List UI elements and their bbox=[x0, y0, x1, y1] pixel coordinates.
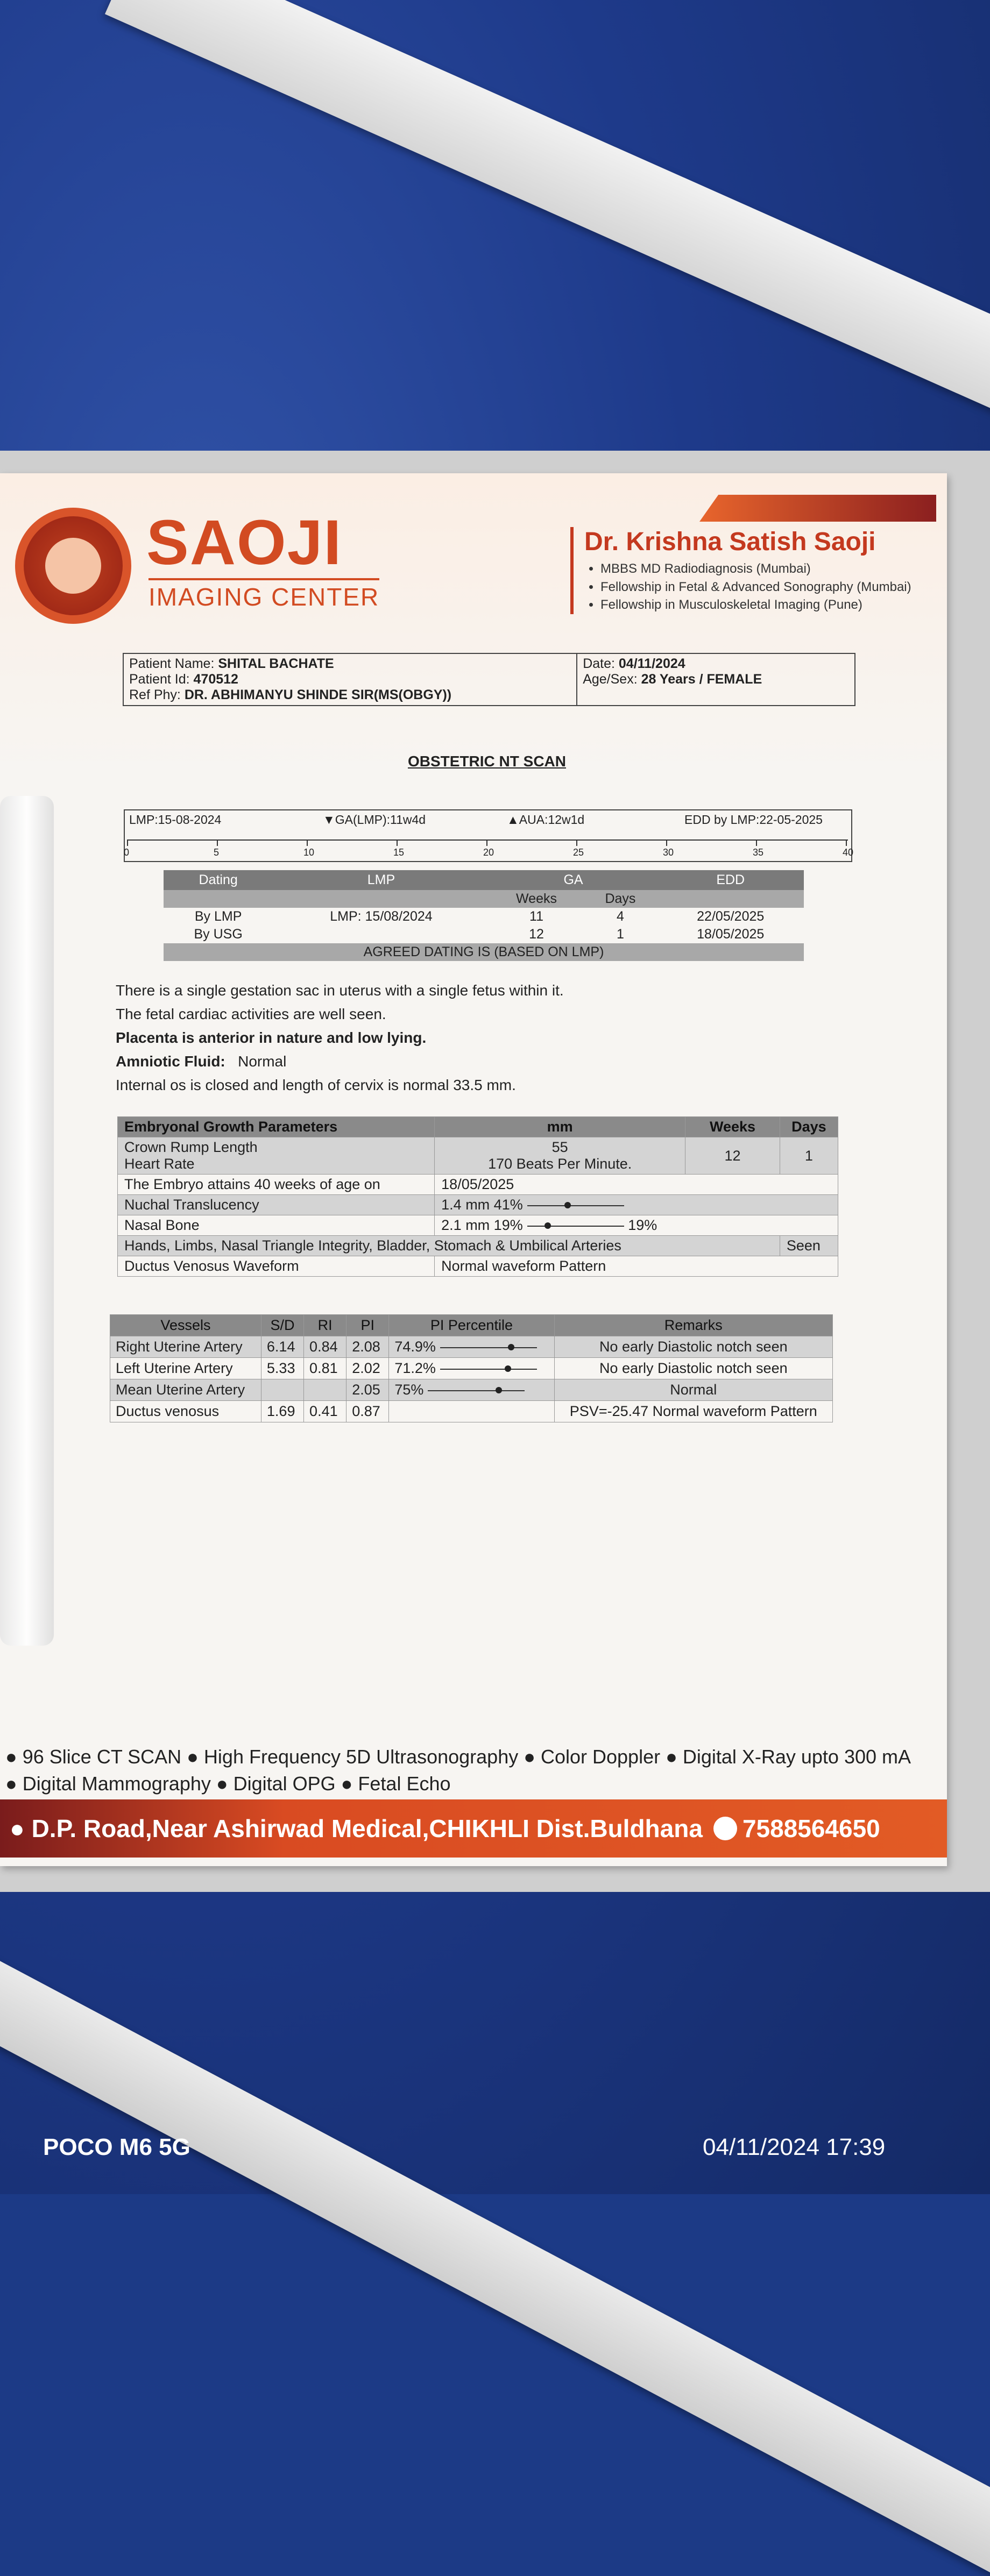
device-watermark: POCO M6 5G bbox=[43, 2134, 190, 2160]
qualification: • Fellowship in Fetal & Advanced Sonography (Mumbai) bbox=[600, 578, 911, 596]
dating-row-lmp: LMP: 15/08/2024 bbox=[330, 909, 433, 924]
qualifications-list bbox=[584, 560, 911, 614]
vessel-pi: 2.02 bbox=[346, 1358, 389, 1379]
report-page bbox=[0, 473, 947, 1866]
edd-header: EDD bbox=[657, 870, 804, 890]
timeline-tick-label: 0 bbox=[124, 847, 130, 858]
pi-header: PI bbox=[346, 1315, 389, 1336]
nt-percentile-bar bbox=[527, 1202, 624, 1209]
dating-row-edd: 18/05/2025 bbox=[697, 927, 765, 942]
days-header: Days bbox=[780, 1117, 838, 1137]
services-line: ● 96 Slice CT SCAN ● High Frequency 5D Ultrasonography ● Color Doppler ● Digital X-Ray upto 300 mA bbox=[5, 1746, 911, 1768]
nb-value bbox=[435, 1215, 838, 1236]
timeline-tick-label: 20 bbox=[483, 847, 494, 858]
vessel-percentile-bar bbox=[440, 1365, 537, 1373]
vessel-percentile bbox=[389, 1379, 554, 1401]
mm-header: mm bbox=[435, 1117, 685, 1137]
timeline-ga: ▼GA(LMP):11w4d bbox=[323, 813, 426, 827]
vessel-remark: PSV=-25.47 Normal waveform Pattern bbox=[554, 1401, 832, 1422]
vessel-pi: 0.87 bbox=[346, 1401, 389, 1422]
footer-bar bbox=[0, 1799, 947, 1858]
amniotic-fluid-value: Normal bbox=[238, 1053, 287, 1070]
patient-id-label: Patient Id: bbox=[129, 672, 190, 687]
doctor-info bbox=[570, 527, 911, 614]
address: D.P. Road,Near Ashirwad Medical,CHIKHLI Dist.Buldhana bbox=[31, 1814, 703, 1842]
ri-header: RI bbox=[304, 1315, 346, 1336]
timeline-tick-label: 40 bbox=[843, 847, 854, 858]
hands-label: Hands, Limbs, Nasal Triangle Integrity, Bladder, Stomach & Umbilical Arteries bbox=[118, 1236, 780, 1256]
vessel-row bbox=[110, 1358, 833, 1379]
ref-phy-label: Ref Phy: bbox=[129, 687, 181, 702]
dating-row-lmp bbox=[273, 926, 489, 943]
vessel-row bbox=[110, 1336, 833, 1358]
phone-icon bbox=[713, 1817, 737, 1840]
vessel-percentile-bar bbox=[428, 1387, 525, 1394]
crl-mm: 55 bbox=[551, 1139, 568, 1155]
nb-value-text: 2.1 mm 19% bbox=[441, 1217, 523, 1233]
timeline-tick bbox=[756, 839, 757, 846]
vessel-ri bbox=[304, 1379, 346, 1401]
qualification: • Fellowship in Musculoskeletal Imaging (Pune) bbox=[600, 596, 911, 614]
ref-phy: DR. ABHIMANYU SHINDE SIR(MS(OBGY)) bbox=[184, 687, 452, 702]
dv-label: Ductus Venosus Waveform bbox=[118, 1256, 435, 1277]
logo-icon bbox=[15, 508, 131, 624]
vessel-pct-text: 75% bbox=[394, 1382, 424, 1398]
age-sex: 28 Years / FEMALE bbox=[641, 672, 762, 687]
timeline-tick bbox=[666, 839, 667, 846]
amniotic-fluid-label: Amniotic Fluid: bbox=[116, 1053, 225, 1070]
timeline-tick bbox=[127, 839, 128, 846]
vessel-pct-text: 74.9% bbox=[394, 1339, 436, 1355]
vessel-remark: No early Diastolic notch seen bbox=[554, 1336, 832, 1358]
heart-rate-value: 170 Beats Per Minute. bbox=[488, 1156, 632, 1172]
vessel-row bbox=[110, 1401, 833, 1422]
finding-line: Internal os is closed and length of cervix is normal 33.5 mm. bbox=[116, 1077, 516, 1093]
crl-value bbox=[435, 1137, 685, 1175]
logo-subtitle: IMAGING CENTER bbox=[148, 578, 379, 611]
nt-value bbox=[435, 1195, 838, 1215]
date-label: Date: bbox=[583, 656, 615, 671]
age40-value: 18/05/2025 bbox=[435, 1175, 838, 1195]
pi-percentile-header: PI Percentile bbox=[389, 1315, 554, 1336]
patient-id: 470512 bbox=[193, 672, 238, 687]
datetime-watermark: 04/11/2024 17:39 bbox=[703, 2134, 886, 2160]
finding-line: Placenta is anterior in nature and low lying. bbox=[116, 1029, 427, 1046]
vessel-remark: Normal bbox=[554, 1379, 832, 1401]
dating-row-edd: 22/05/2025 bbox=[697, 909, 765, 924]
doctor-name: Dr. Krishna Satish Saoji bbox=[584, 528, 876, 556]
dating-row-days: 4 bbox=[616, 909, 624, 924]
growth-header: Embryonal Growth Parameters bbox=[118, 1117, 435, 1137]
remarks-header: Remarks bbox=[554, 1315, 832, 1336]
dating-row-weeks: 11 bbox=[529, 909, 543, 924]
finding-line: There is a single gestation sac in uterus with a single fetus within it. bbox=[116, 982, 564, 999]
vessel-sd: 6.14 bbox=[261, 1336, 303, 1358]
vessel-name: Ductus venosus bbox=[110, 1401, 261, 1422]
agreed-dating: AGREED DATING IS (BASED ON LMP) bbox=[164, 943, 804, 961]
services-line: ● Digital Mammography ● Digital OPG ● Fetal Echo bbox=[5, 1773, 451, 1795]
vessel-pi: 2.05 bbox=[346, 1379, 389, 1401]
timeline-tick bbox=[397, 839, 398, 846]
vessel-percentile bbox=[389, 1358, 554, 1379]
nb-extra: 19% bbox=[628, 1217, 657, 1233]
vessel-ri: 0.41 bbox=[304, 1401, 346, 1422]
findings bbox=[116, 979, 869, 1097]
timeline-tick-label: 30 bbox=[663, 847, 674, 858]
report-title: OBSTETRIC NT SCAN bbox=[408, 753, 566, 770]
patient-info-table bbox=[123, 653, 855, 706]
vessel-percentile bbox=[389, 1336, 554, 1358]
binder-clip bbox=[0, 796, 54, 1646]
weeks-header: Weeks bbox=[490, 890, 584, 908]
lmp-header: LMP bbox=[273, 870, 489, 890]
qualification: • MBBS MD Radiodiagnosis (Mumbai) bbox=[600, 560, 911, 578]
hands-value: Seen bbox=[780, 1236, 838, 1256]
vessel-sd bbox=[261, 1379, 303, 1401]
ga-header: GA bbox=[490, 870, 657, 890]
dating-row-days: 1 bbox=[616, 927, 624, 942]
growth-parameters-table bbox=[117, 1116, 838, 1277]
timeline-aua-text: AUA:12w1d bbox=[519, 813, 585, 827]
vessel-ri: 0.81 bbox=[304, 1358, 346, 1379]
age40-label: The Embryo attains 40 weeks of age on bbox=[118, 1175, 435, 1195]
timeline-aua: ▲AUA:12w1d bbox=[507, 813, 585, 827]
amniotic-fluid bbox=[116, 1050, 869, 1073]
sd-header: S/D bbox=[261, 1315, 303, 1336]
timeline-tick bbox=[307, 839, 308, 846]
timeline-axis bbox=[127, 839, 848, 841]
vessel-ri: 0.84 bbox=[304, 1336, 346, 1358]
dv-value: Normal waveform Pattern bbox=[435, 1256, 838, 1277]
dating-row-weeks: 12 bbox=[529, 927, 544, 942]
patient-name: SHITAL BACHATE bbox=[218, 656, 334, 671]
timeline-tick bbox=[846, 839, 847, 846]
crl-weeks: 12 bbox=[685, 1137, 780, 1175]
timeline-tick bbox=[486, 839, 487, 846]
vessel-remark: No early Diastolic notch seen bbox=[554, 1358, 832, 1379]
timeline-tick-label: 5 bbox=[214, 847, 220, 858]
nb-label: Nasal Bone bbox=[118, 1215, 435, 1236]
dating-table bbox=[164, 870, 804, 961]
nt-label: Nuchal Translucency bbox=[118, 1195, 435, 1215]
age-sex-label: Age/Sex: bbox=[583, 672, 638, 687]
timeline-tick bbox=[576, 839, 577, 846]
timeline-tick-label: 15 bbox=[393, 847, 405, 858]
vessel-sd: 1.69 bbox=[261, 1401, 303, 1422]
vessel-name: Right Uterine Artery bbox=[110, 1336, 261, 1358]
heart-rate-label: Heart Rate bbox=[124, 1156, 195, 1172]
timeline-tick bbox=[217, 839, 218, 846]
vessel-pct-text: 71.2% bbox=[394, 1360, 436, 1376]
timeline-tick-label: 25 bbox=[573, 847, 584, 858]
vessels-table bbox=[110, 1314, 833, 1422]
patient-name-label: Patient Name: bbox=[129, 656, 215, 671]
vessel-name: Left Uterine Artery bbox=[110, 1358, 261, 1379]
timeline-ga-text: GA(LMP):11w4d bbox=[335, 813, 426, 827]
vessel-name: Mean Uterine Artery bbox=[110, 1379, 261, 1401]
nt-value-text: 1.4 mm 41% bbox=[441, 1197, 523, 1213]
location-icon: ● bbox=[10, 1814, 25, 1842]
vessels-header: Vessels bbox=[110, 1315, 261, 1336]
timeline-lmp: LMP:15-08-2024 bbox=[129, 813, 222, 827]
vessel-pi: 2.08 bbox=[346, 1336, 389, 1358]
dating-row-label: By LMP bbox=[194, 909, 242, 924]
weeks-header: Weeks bbox=[685, 1117, 780, 1137]
crl-days: 1 bbox=[780, 1137, 838, 1175]
dating-header: Dating bbox=[164, 870, 273, 890]
vessel-sd: 5.33 bbox=[261, 1358, 303, 1379]
header-corner-bar bbox=[699, 495, 936, 522]
nb-percentile-bar bbox=[527, 1222, 624, 1230]
phone: 7588564650 bbox=[742, 1814, 880, 1842]
dating-row-label: By USG bbox=[194, 927, 243, 942]
vessel-row bbox=[110, 1379, 833, 1401]
logo-title: SAOJI bbox=[146, 507, 343, 578]
timeline-tick-label: 10 bbox=[303, 847, 315, 858]
gestation-timeline bbox=[124, 809, 852, 862]
timeline-edd: EDD by LMP:22-05-2025 bbox=[684, 813, 823, 827]
services-list bbox=[5, 1744, 942, 1797]
days-header: Days bbox=[583, 890, 657, 908]
report-date: 04/11/2024 bbox=[618, 656, 685, 671]
vessel-percentile bbox=[389, 1401, 554, 1422]
crl-label bbox=[118, 1137, 435, 1175]
timeline-tick-label: 35 bbox=[753, 847, 764, 858]
finding-line: The fetal cardiac activities are well seen. bbox=[116, 1006, 386, 1022]
vessel-percentile-bar bbox=[440, 1344, 537, 1351]
crl-label-text: Crown Rump Length bbox=[124, 1139, 258, 1155]
